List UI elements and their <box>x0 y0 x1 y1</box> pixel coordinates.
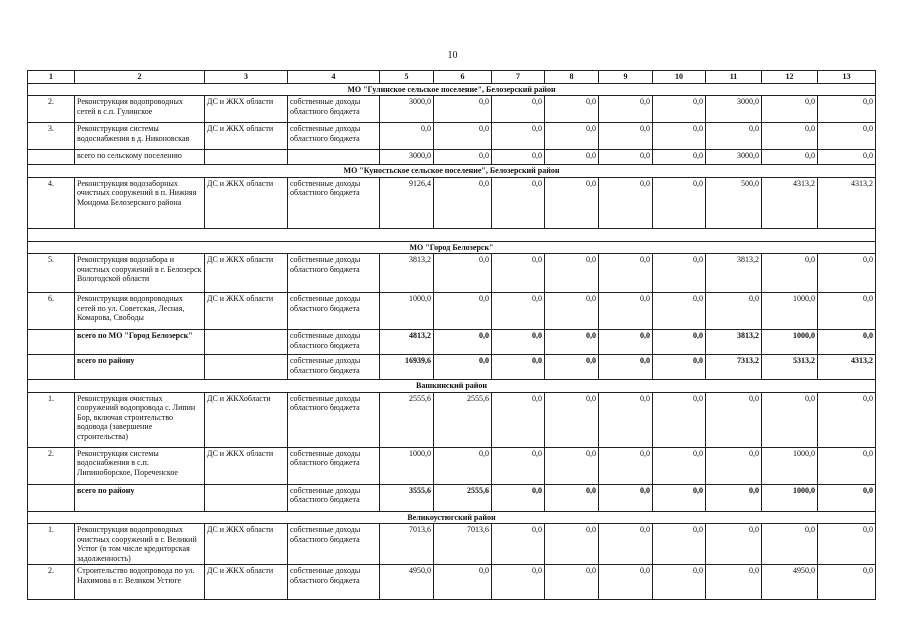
table-cell: 0,0 <box>653 484 706 511</box>
table-cell: собственные доходы областного бюджета <box>288 484 380 511</box>
table-cell: 0,0 <box>653 293 706 330</box>
table-row <box>28 565 876 600</box>
table-cell: собственные доходы областного бюджета <box>288 177 380 228</box>
page-number: 10 <box>447 50 458 61</box>
table-cell: 0,0 <box>545 524 599 565</box>
column-header: 11 <box>706 71 762 84</box>
table-cell: 0,0 <box>653 392 706 447</box>
table-cell: собственные доходы областного бюджета <box>288 524 380 565</box>
table-cell: 0,0 <box>545 565 599 600</box>
column-header: 1 <box>28 71 75 84</box>
table-cell: 0,0 <box>818 392 876 447</box>
table-cell: 0,0 <box>653 96 706 123</box>
table-cell: собственные доходы областного бюджета <box>288 447 380 484</box>
table-cell: собственные доходы областного бюджета <box>288 293 380 330</box>
table-cell: собственные доходы областного бюджета <box>288 123 380 150</box>
table-cell: 0,0 <box>818 524 876 565</box>
table-cell: Реконструкция водопроводных сетей по ул. Советская, Лесная, Комарова, Свободы <box>75 293 205 330</box>
table-cell: 4313,2 <box>762 177 818 228</box>
table-cell: 0,0 <box>545 355 599 380</box>
table-cell: 4313,2 <box>818 355 876 380</box>
table-cell: 2555,6 <box>380 392 434 447</box>
table-cell: собственные доходы областного бюджета <box>288 254 380 293</box>
table-cell: Реконструкция водозабора и очистных сооружений в г. Белозерск Вологодской области <box>75 254 205 293</box>
table-cell: 0,0 <box>762 96 818 123</box>
table-cell: Строительство водопровода по ул. Нахимова в г. Великом Устюге <box>75 565 205 600</box>
table-cell: ДС и ЖКХ области <box>205 524 288 565</box>
table-cell: 0,0 <box>492 254 545 293</box>
column-header: 5 <box>380 71 434 84</box>
table-cell: ДС и ЖКХ области <box>205 254 288 293</box>
column-header: 9 <box>599 71 653 84</box>
table-cell: 0,0 <box>653 524 706 565</box>
table-cell: 4313,2 <box>818 177 876 228</box>
table-cell: 6. <box>28 293 75 330</box>
column-header: 10 <box>653 71 706 84</box>
table-cell: Реконструкция системы водоснабжения в д. Никоновская <box>75 123 205 150</box>
table-cell: собственные доходы областного бюджета <box>288 392 380 447</box>
table-cell: 2555,6 <box>434 484 492 511</box>
table-cell: 0,0 <box>599 355 653 380</box>
table-cell: 0,0 <box>653 330 706 355</box>
column-header: 4 <box>288 71 380 84</box>
table-cell: 0,0 <box>545 293 599 330</box>
table-cell: 0,0 <box>599 565 653 600</box>
table-cell: 0,0 <box>818 150 876 165</box>
table-cell: 0,0 <box>706 447 762 484</box>
column-header: 8 <box>545 71 599 84</box>
table-cell: 0,0 <box>706 565 762 600</box>
table-cell: 0,0 <box>434 254 492 293</box>
table-cell: 0,0 <box>599 123 653 150</box>
table-cell: ДС и ЖКХ области <box>205 177 288 228</box>
table-cell: 0,0 <box>653 447 706 484</box>
section-title: МО "Гулинское сельское поселение", Белозерский район <box>28 83 876 96</box>
table-cell: 0,0 <box>599 254 653 293</box>
table-cell: 1. <box>28 524 75 565</box>
table-cell: 0,0 <box>545 96 599 123</box>
table-cell: собственные доходы областного бюджета <box>288 565 380 600</box>
section-title: Великоустюгский район <box>28 511 876 524</box>
table-cell: 0,0 <box>653 254 706 293</box>
table-cell: 0,0 <box>706 484 762 511</box>
budget-table <box>27 70 876 600</box>
section-header-row <box>28 241 876 254</box>
table-cell: ДС и ЖКХ области <box>205 123 288 150</box>
table-cell: 0,0 <box>706 524 762 565</box>
table-cell: 3000,0 <box>706 96 762 123</box>
table-cell: Реконструкция очистных сооружений водопровода с. Липин Бор, включая строительство водовода (завершение строительства) <box>75 392 205 447</box>
table-cell: 0,0 <box>762 524 818 565</box>
table-cell: 0,0 <box>492 177 545 228</box>
table-cell: 0,0 <box>434 330 492 355</box>
table-cell <box>28 484 75 511</box>
table-cell: 500,0 <box>706 177 762 228</box>
table-cell <box>205 484 288 511</box>
table-cell: 4. <box>28 177 75 228</box>
table-row <box>28 293 876 330</box>
total-row <box>28 150 876 165</box>
table-cell: 4950,0 <box>380 565 434 600</box>
table-cell: 0,0 <box>434 177 492 228</box>
column-header: 3 <box>205 71 288 84</box>
table-cell: всего по району <box>75 355 205 380</box>
table-cell: 0,0 <box>434 150 492 165</box>
table-cell: 2555,6 <box>434 392 492 447</box>
table-cell: 0,0 <box>434 565 492 600</box>
table-cell: 0,0 <box>434 96 492 123</box>
table-cell: 0,0 <box>599 150 653 165</box>
column-header: 6 <box>434 71 492 84</box>
table-cell: 0,0 <box>653 123 706 150</box>
section-title: МО "Куностьское сельское поселение", Белозерский район <box>28 165 876 178</box>
table-cell: 0,0 <box>653 565 706 600</box>
table-cell: 0,0 <box>545 484 599 511</box>
table-cell <box>205 150 288 165</box>
table-cell: 0,0 <box>599 392 653 447</box>
table-cell: 4950,0 <box>762 565 818 600</box>
table-cell: 0,0 <box>545 177 599 228</box>
table-cell: 0,0 <box>706 293 762 330</box>
table-cell: 0,0 <box>434 447 492 484</box>
table-cell: 0,0 <box>492 330 545 355</box>
table-cell: собственные доходы областного бюджета <box>288 330 380 355</box>
table-cell: 1. <box>28 392 75 447</box>
column-header: 12 <box>762 71 818 84</box>
table-cell: 0,0 <box>545 392 599 447</box>
table-cell: 0,0 <box>545 254 599 293</box>
table-cell: 3. <box>28 123 75 150</box>
table-cell: 0,0 <box>762 254 818 293</box>
table-cell: 0,0 <box>599 177 653 228</box>
table-cell: 0,0 <box>653 355 706 380</box>
section-header-row <box>28 380 876 393</box>
table-cell: 0,0 <box>599 524 653 565</box>
table-cell: 3000,0 <box>380 96 434 123</box>
table-cell: 0,0 <box>380 123 434 150</box>
table-cell <box>205 355 288 380</box>
table-cell: 1000,0 <box>380 447 434 484</box>
table-cell: 0,0 <box>818 447 876 484</box>
table-cell: 0,0 <box>818 123 876 150</box>
table-row <box>28 447 876 484</box>
total-row <box>28 484 876 511</box>
table-cell: 0,0 <box>818 293 876 330</box>
table-cell: 0,0 <box>762 392 818 447</box>
table-cell: 3813,2 <box>706 330 762 355</box>
table-cell: ДС и ЖКХ области <box>205 447 288 484</box>
table-cell: 0,0 <box>492 355 545 380</box>
table-cell: 0,0 <box>545 150 599 165</box>
column-header: 7 <box>492 71 545 84</box>
column-header: 13 <box>818 71 876 84</box>
section-header-row <box>28 165 876 178</box>
table-cell: собственные доходы областного бюджета <box>288 96 380 123</box>
table-cell: 0,0 <box>492 293 545 330</box>
total-row <box>28 355 876 380</box>
table-cell: ДС и ЖКХобласти <box>205 392 288 447</box>
section-title: МО "Город Белозерск" <box>28 241 876 254</box>
table-cell: 0,0 <box>599 484 653 511</box>
table-cell: всего по МО "Город Белозерск" <box>75 330 205 355</box>
table-row <box>28 177 876 228</box>
table-cell: 0,0 <box>492 392 545 447</box>
table-cell: Реконструкция водопроводных очистных сооружений в г. Великий Устюг (в том числе кредиторская задолженность) <box>75 524 205 565</box>
table-row <box>28 392 876 447</box>
table-cell: 1000,0 <box>762 484 818 511</box>
table-cell: 2. <box>28 565 75 600</box>
table-row <box>28 254 876 293</box>
table-cell: 0,0 <box>762 123 818 150</box>
table-cell: 1000,0 <box>380 293 434 330</box>
total-row <box>28 330 876 355</box>
table-cell: 2. <box>28 447 75 484</box>
blank-cell <box>28 228 876 241</box>
table-row <box>28 524 876 565</box>
table-cell: 3000,0 <box>380 150 434 165</box>
table-cell: 16939,6 <box>380 355 434 380</box>
table-cell: 1000,0 <box>762 293 818 330</box>
table-cell: собственные доходы областного бюджета <box>288 355 380 380</box>
table-cell: 0,0 <box>492 150 545 165</box>
table-cell: 0,0 <box>434 123 492 150</box>
table-cell: 0,0 <box>706 392 762 447</box>
table-cell <box>205 330 288 355</box>
table-cell: 3813,2 <box>706 254 762 293</box>
table-cell: 0,0 <box>818 254 876 293</box>
table-cell: всего по району <box>75 484 205 511</box>
table-cell: 0,0 <box>599 447 653 484</box>
section-title: Вашкинский район <box>28 380 876 393</box>
table-cell: 2. <box>28 96 75 123</box>
table-cell: всего по сельскому поселению <box>75 150 205 165</box>
table-cell: 0,0 <box>434 355 492 380</box>
table-cell: 0,0 <box>818 484 876 511</box>
table-cell: 0,0 <box>599 96 653 123</box>
table-cell: Реконструкция водозаборных очистных сооружений в п. Нижняя Мондома Белозерского района <box>75 177 205 228</box>
header-row <box>28 71 876 84</box>
table-cell <box>288 150 380 165</box>
table-cell: 5313,2 <box>762 355 818 380</box>
table-cell: 9126,4 <box>380 177 434 228</box>
table-cell: 0,0 <box>818 565 876 600</box>
table-cell <box>28 355 75 380</box>
table-cell: 0,0 <box>545 447 599 484</box>
table-cell: 0,0 <box>653 150 706 165</box>
table-cell: 3555,6 <box>380 484 434 511</box>
table-cell: 0,0 <box>492 123 545 150</box>
table-cell: 0,0 <box>653 177 706 228</box>
table-cell: ДС и ЖКХ области <box>205 565 288 600</box>
table-cell: 0,0 <box>599 293 653 330</box>
table-cell: 0,0 <box>492 565 545 600</box>
table-cell: 0,0 <box>545 123 599 150</box>
table-cell <box>28 150 75 165</box>
table-cell: 3813,2 <box>380 254 434 293</box>
table-cell: 0,0 <box>818 330 876 355</box>
table-cell: 7313,2 <box>706 355 762 380</box>
table-row <box>28 96 876 123</box>
section-header-row <box>28 83 876 96</box>
table-cell: 0,0 <box>762 150 818 165</box>
table-cell: 5. <box>28 254 75 293</box>
column-header: 2 <box>75 71 205 84</box>
table-cell: 1000,0 <box>762 330 818 355</box>
table-cell: 7013,6 <box>380 524 434 565</box>
table-cell: 0,0 <box>706 123 762 150</box>
table-cell: 0,0 <box>545 330 599 355</box>
table-cell: 0,0 <box>492 524 545 565</box>
table-cell: Реконструкция водопроводных сетей в с.п. Гулинское <box>75 96 205 123</box>
table-cell: 4813,2 <box>380 330 434 355</box>
table-cell: 1000,0 <box>762 447 818 484</box>
table-cell: 7013,6 <box>434 524 492 565</box>
table-cell: 3000,0 <box>706 150 762 165</box>
table-cell: ДС и ЖКХ области <box>205 293 288 330</box>
table-cell: 0,0 <box>492 96 545 123</box>
table-cell: ДС и ЖКХ области <box>205 96 288 123</box>
table-cell: 0,0 <box>492 447 545 484</box>
table-cell: 0,0 <box>434 293 492 330</box>
table-cell: 0,0 <box>492 484 545 511</box>
table-row <box>28 123 876 150</box>
table-cell: 0,0 <box>818 96 876 123</box>
section-header-row <box>28 511 876 524</box>
table-cell: Реконструкция системы водоснабжения в с.п. Липиноборское, Пореченское <box>75 447 205 484</box>
blank-row <box>28 228 876 241</box>
table-cell: 0,0 <box>599 330 653 355</box>
table-cell <box>28 330 75 355</box>
